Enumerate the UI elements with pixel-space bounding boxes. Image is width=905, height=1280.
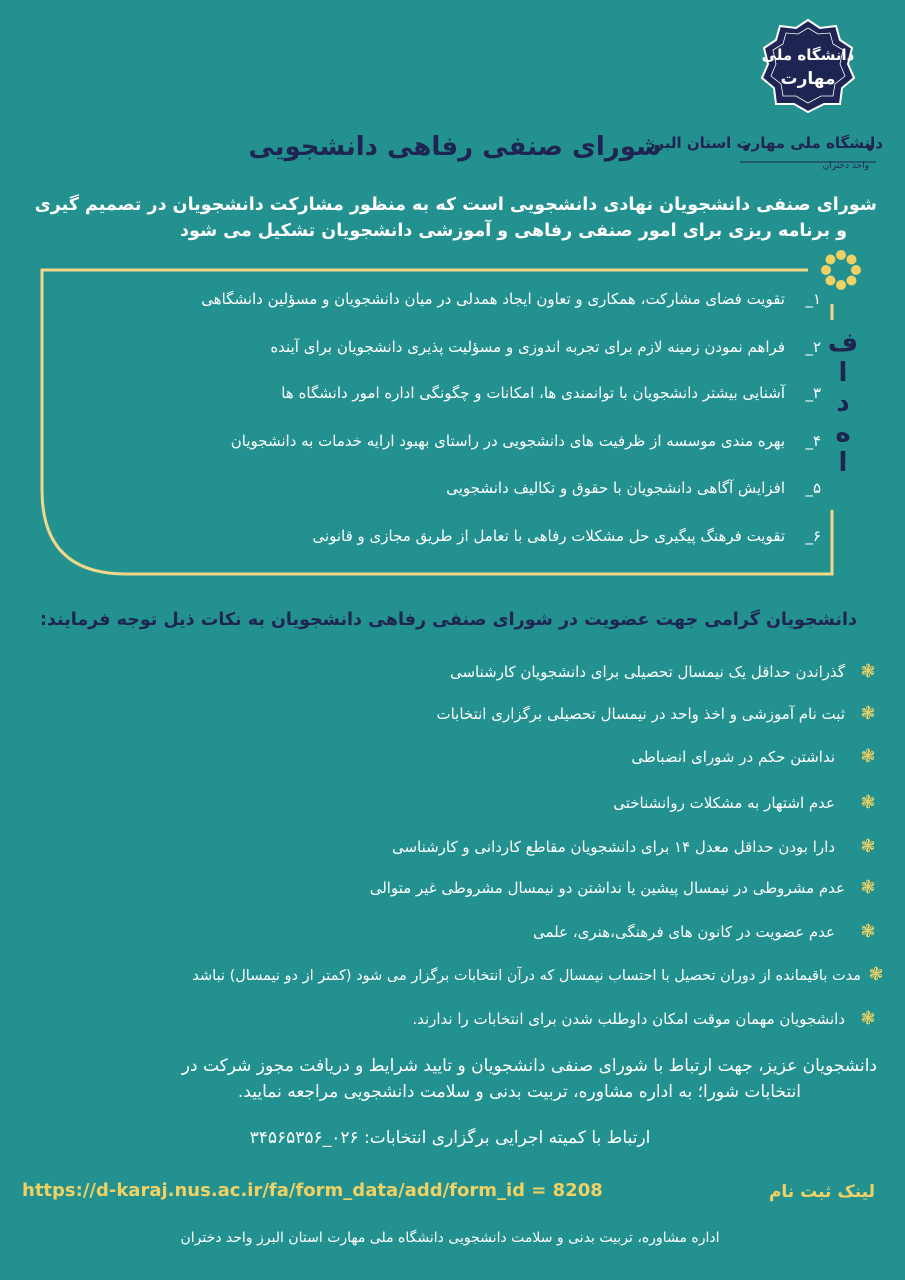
goal-item <box>270 338 821 356</box>
requirement-text: دارا بودن حداقل معدل ۱۴ برای دانشجویان مقاطع کاردانی و کارشناسی <box>391 838 835 856</box>
flower-bullet-icon: ❃ <box>860 921 876 942</box>
flower-bullet-icon: ❃ <box>860 661 876 682</box>
flower-ornament-icon <box>818 247 864 293</box>
registration-link-label: لینک ثبت نام <box>768 1182 875 1202</box>
requirement-text: عدم مشروطی در نیمسال پیشین یا نداشتن دو نیمسال مشروطی غیر متوالی <box>369 879 845 897</box>
goal-text: بهره مندی موسسه از ظرفیت های دانشجویی در راستای بهبود ارایه خدمات به دانشجویان <box>230 432 785 450</box>
flower-bullet-icon: ❃ <box>860 792 876 813</box>
logo-subcaption: واحد دختران <box>822 161 869 171</box>
goal-number: ۲_ <box>805 338 821 356</box>
flower-bullet-icon: ❃ <box>860 836 876 857</box>
goal-item <box>201 290 821 308</box>
requirement-item <box>533 921 877 942</box>
goal-text: تقویت فرهنگ پیگیری حل مشکلات رفاهی با تعامل از طریق مجازی و قانونی <box>312 527 785 545</box>
goal-item <box>231 432 821 450</box>
goal-text: آشنایی بیشتر دانشجویان با توانمندی ها، امکانات و چگونگی اداره امور دانشگاه ها <box>281 384 785 402</box>
goal-text: تقویت فضای مشارکت، همکاری و تعاون ایجاد همدلی در میان دانشجویان و مسؤلین دانشگاهی <box>201 290 785 308</box>
university-logo <box>760 18 856 114</box>
requirement-text: گذراندن حداقل یک نیمسال تحصیلی برای دانشجویان کارشناسی <box>449 663 845 681</box>
flower-bullet-icon: ❃ <box>860 877 876 898</box>
requirement-item <box>412 1008 877 1029</box>
requirement-item <box>631 746 877 767</box>
requirement-text: دانشجویان مهمان موقت امکان داوطلب شدن برای انتخابات را ندارند. <box>412 1010 845 1028</box>
goal-number: ۱_ <box>805 290 821 308</box>
membership-heading: دانشجویان گرامی جهت عضویت در شورای صنفی رفاهی دانشجویان به نکات ذیل توجه فرمایند: <box>39 610 857 630</box>
requirement-text: عدم عضویت در کانون های فرهنگی،هنری، علمی <box>532 923 835 941</box>
flower-bullet-icon: ❃ <box>860 703 876 724</box>
logo-caption: دانشگاه ملی مهارت استان البرز <box>646 134 883 152</box>
goal-number: ۳_ <box>805 384 821 402</box>
requirement-text: ثبت نام آموزشی و اخذ واحد در نیمسال تحصیلی برگزاری انتخابات <box>436 705 845 723</box>
intro-line-2: و برنامه ریزی برای امور صنفی رفاهی و آموزشی دانشجویان تشکیل می شود <box>180 221 847 241</box>
requirement-text: عدم اشتهار به مشکلات روانشناختی <box>613 794 835 812</box>
requirement-item <box>192 964 885 985</box>
goal-text: فراهم نمودن زمینه لازم برای تجربه اندوزی و مسؤلیت پذیری دانشجویان برای آینده <box>270 338 785 356</box>
logo-text-bottom: مهارت <box>780 69 836 89</box>
goal-number: ۵_ <box>805 479 821 497</box>
flower-bullet-icon: ❃ <box>860 746 876 767</box>
footer-text: اداره مشاوره، تربیت بدنی و سلامت دانشجویی دانشگاه ملی مهارت استان البرز واحد دختران <box>180 1230 720 1246</box>
logo-text-top: دانشگاه ملی <box>761 46 855 64</box>
closing-paragraph <box>17 1053 877 1105</box>
requirement-item <box>436 703 877 724</box>
intro-paragraph <box>27 192 877 244</box>
intro-line-1: شورای صنفی دانشجویان نهادی دانشجویی است که به منظور مشارکت دانشجویان در تصمیم گیری <box>34 195 877 215</box>
goals-heading: اهداف <box>828 328 858 478</box>
requirement-item <box>613 792 877 813</box>
closing-line-2: انتخابات شورا؛ به اداره مشاوره، تربیت بدنی و سلامت دانشجویی مراجعه نمایید. <box>237 1082 801 1102</box>
requirement-item <box>370 877 877 898</box>
flower-bullet-icon: ❃ <box>868 964 884 985</box>
goal-number: ۶_ <box>805 527 821 545</box>
goal-text: افزایش آگاهی دانشجویان با حقوق و تکالیف دانشجویی <box>446 479 785 497</box>
requirement-text: نداشتن حکم در شورای انضباطی <box>631 748 835 766</box>
requirement-item <box>450 661 877 682</box>
goal-item <box>281 384 821 402</box>
closing-line-1: دانشجویان عزیز، جهت ارتباط با شورای صنفی دانشجویان و تایید شرایط و دریافت مجوز شرکت در <box>181 1056 877 1076</box>
contact-info: ارتباط با کمیته اجرایی برگزاری انتخابات: ۰۲۶_۳۴۵۶۵۳۵۶ <box>249 1128 651 1148</box>
goal-item <box>446 479 821 497</box>
registration-link[interactable]: https://d-karaj.nus.ac.ir/fa/form_data/add/form_id = 8208 <box>22 1180 603 1201</box>
goal-item <box>312 527 821 545</box>
flower-bullet-icon: ❃ <box>860 1008 876 1029</box>
requirement-item <box>392 836 877 857</box>
page-title: شورای صنفی رفاهی دانشجویی <box>248 132 662 162</box>
requirement-text: مدت باقیمانده از دوران تحصیل با احتساب نیمسال که درآن انتخابات برگزار می شود (کمتر از دو نیمسال) نباشد <box>192 968 861 984</box>
goal-number: ۴_ <box>805 432 821 450</box>
